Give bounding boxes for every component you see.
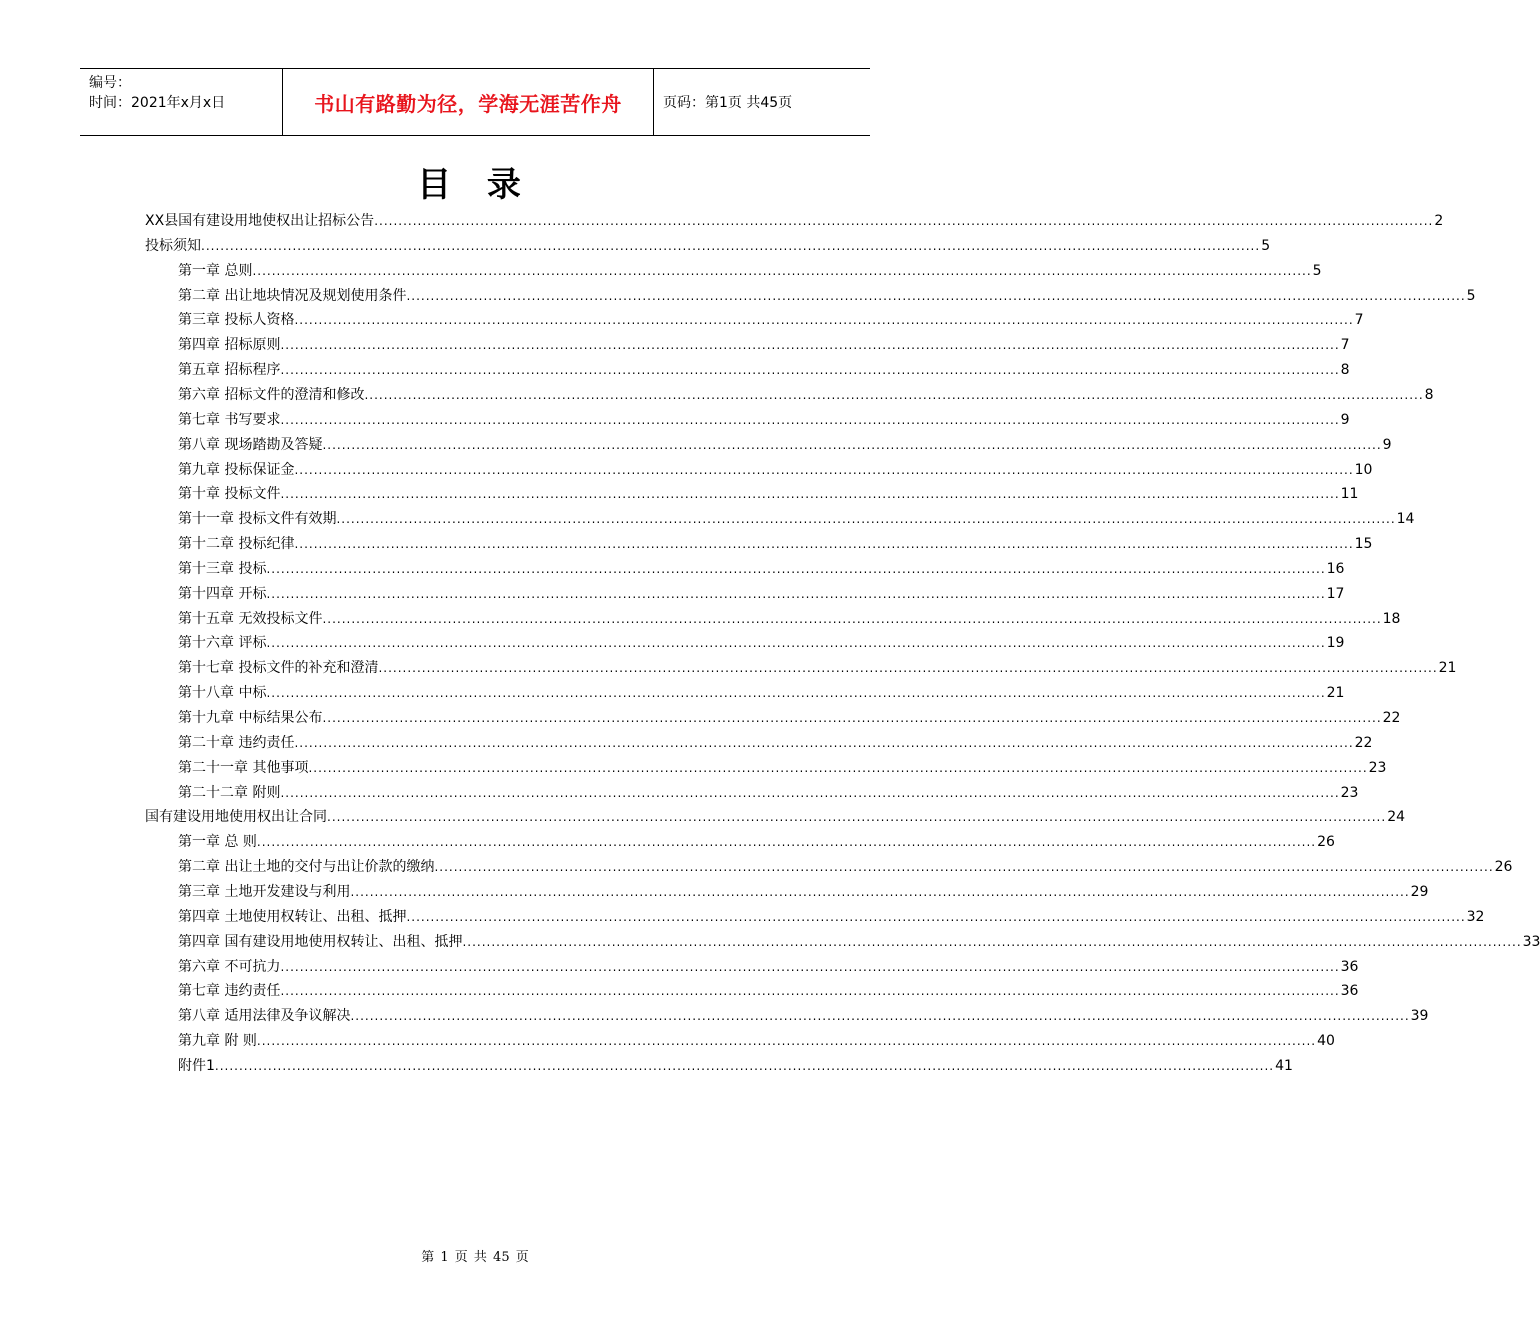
toc-dot-leader: ............................................................................................................................................................................................................................	[406, 909, 1466, 924]
toc-entry-page-number: 29	[1410, 883, 1429, 900]
toc-entry[interactable]	[145, 805, 1406, 829]
toc-entry-page-number: 14	[1396, 511, 1415, 528]
toc-dot-leader: ............................................................................................................................................................................................................................	[294, 735, 1354, 750]
toc-dot-leader: ............................................................................................................................................................................................................................	[322, 611, 1382, 626]
toc-dot-leader: ............................................................................................................................................................................................................................	[406, 288, 1466, 303]
toc-entry-page-number: 23	[1368, 759, 1387, 776]
toc-entry[interactable]	[178, 781, 1359, 805]
toc-entry[interactable]	[178, 433, 1392, 457]
toc-dot-leader: ............................................................................................................................................................................................................................	[266, 561, 1326, 576]
toc-entry-title: 第四章 土地使用权转让、出租、抵押	[178, 908, 407, 925]
toc-entry[interactable]	[178, 905, 1485, 929]
toc-dot-leader: ............................................................................................................................................................................................................................	[256, 835, 1317, 850]
toc-entry-page-number: 7	[1354, 312, 1364, 329]
toc-entry-page-number: 23	[1340, 784, 1359, 801]
toc-entry-page-number: 5	[1312, 262, 1322, 279]
toc-entry-page-number: 26	[1317, 834, 1335, 851]
toc-dot-leader: ............................................................................................................................................................................................................................	[266, 686, 1326, 701]
header-motto: 书山有路勤为径，学海无涯苦作舟	[282, 69, 654, 135]
toc-entry-page-number: 8	[1340, 362, 1350, 379]
toc-dot-leader: ............................................................................................................................................................................................................................	[308, 760, 1368, 775]
toc-entry-title: 第五章 招标程序	[178, 362, 281, 379]
toc-entry[interactable]	[178, 1004, 1429, 1028]
toc-entry-page-number: 15	[1354, 536, 1373, 553]
toc-dot-leader: ............................................................................................................................................................................................................................	[280, 785, 1340, 800]
toc-dot-leader: ............................................................................................................................................................................................................................	[280, 412, 1340, 427]
toc-entry[interactable]	[178, 681, 1345, 705]
header-left-cell	[80, 69, 282, 135]
toc-entry-page-number: 36	[1340, 958, 1359, 975]
page-footer: 第 1 页 共 45 页	[421, 1250, 529, 1265]
toc-entry[interactable]	[178, 358, 1350, 382]
toc-entry-title: 第七章 违约责任	[178, 983, 281, 1000]
toc-entry-title: 第二章 出让土地的交付与出让价款的缴纳	[178, 859, 435, 876]
toc-entry[interactable]	[178, 408, 1350, 432]
toc-entry-page-number: 36	[1340, 983, 1359, 1000]
toc-entry-page-number: 5	[1261, 237, 1271, 254]
header-page-info: 页码：第1页 共45页	[663, 95, 793, 111]
toc-dot-leader: ............................................................................................................................................................................................................................	[322, 711, 1382, 725]
toc-entry-page-number: 2	[1434, 213, 1444, 229]
toc-entry-page-number: 7	[1340, 337, 1350, 354]
toc-entry-title: 第二十章 违约责任	[178, 734, 295, 751]
toc-entry[interactable]	[178, 706, 1401, 730]
toc-entry[interactable]	[178, 1054, 1293, 1078]
toc-entry[interactable]	[178, 631, 1345, 655]
toc-dot-leader: ............................................................................................................................................................................................................................	[462, 934, 1522, 949]
toc-entry-title: 国有建设用地使用权出让合同	[145, 809, 327, 826]
toc-entry-title: 投标须知	[145, 237, 201, 254]
toc-entry-page-number: 21	[1438, 660, 1457, 677]
toc-entry[interactable]	[178, 284, 1476, 308]
toc-dot-leader: ............................................................................................................................................................................................................................	[280, 487, 1340, 502]
toc-dot-leader: ............................................................................................................................................................................................................................	[378, 661, 1438, 676]
header-table	[80, 68, 870, 136]
document-time-label: 时间：2021年x月x日	[89, 95, 226, 111]
toc-entry-title: 第六章 不可抗力	[178, 958, 281, 975]
toc-dot-leader: ............................................................................................................................................................................................................................	[434, 860, 1494, 875]
toc-entry-title: 第八章 现场踏勘及答疑	[178, 436, 323, 453]
toc-entry-title: XX县国有建设用地使权出让招标公告	[145, 213, 375, 229]
toc-entry[interactable]	[178, 880, 1429, 904]
toc-dot-leader: ............................................................................................................................................................................................................................	[280, 959, 1340, 974]
toc-dot-leader: ............................................................................................................................................................................................................................	[294, 313, 1354, 328]
toc-entry[interactable]	[178, 458, 1373, 482]
toc-entry[interactable]	[178, 607, 1401, 631]
toc-entry-title: 第十章 投标文件	[178, 486, 281, 503]
toc-dot-leader: ............................................................................................................................................................................................................................	[266, 636, 1326, 651]
toc-entry-title: 第十四章 开标	[178, 585, 267, 602]
toc-dot-leader: ............................................................................................................................................................................................................................	[294, 537, 1354, 552]
toc-entry-title: 第三章 土地开发建设与利用	[178, 883, 351, 900]
toc-dot-leader: ............................................................................................................................................................................................................................	[280, 338, 1340, 353]
toc-entry[interactable]	[178, 482, 1359, 506]
toc-dot-leader: ............................................................................................................................................................................................................................	[364, 387, 1424, 402]
toc-dot-leader: ............................................................................................................................................................................................................................	[252, 263, 1312, 278]
toc-entry[interactable]	[178, 830, 1335, 854]
document-number-label: 编号：	[89, 75, 131, 91]
toc-dot-leader: ............................................................................................................................................................................................................................	[327, 810, 1387, 825]
toc-entry-page-number: 11	[1340, 486, 1359, 503]
toc-entry-title: 第十二章 投标纪律	[178, 536, 295, 553]
toc-entry-title: 第十六章 评标	[178, 635, 267, 652]
toc-entry[interactable]	[178, 930, 1540, 954]
toc-entry-title: 附件1	[178, 1057, 215, 1074]
toc-entry-title: 第六章 招标文件的澄清和修改	[178, 386, 365, 403]
toc-entry-page-number: 8	[1424, 386, 1434, 403]
toc-dot-leader: ............................................................................................................................................................................................................................	[266, 586, 1326, 601]
toc-entry-page-number: 21	[1326, 685, 1345, 702]
toc-entry[interactable]	[178, 656, 1457, 680]
toc-entry-page-number: 22	[1382, 710, 1401, 726]
toc-entry[interactable]	[178, 507, 1415, 531]
toc-entry-title: 第二章 出让地块情况及规划使用条件	[178, 287, 407, 304]
toc-dot-leader: ............................................................................................................................................................................................................................	[374, 214, 1434, 228]
toc-dot-leader: ............................................................................................................................................................................................................................	[336, 512, 1396, 527]
toc-entry[interactable]	[178, 955, 1359, 979]
toc-entry-title: 第四章 国有建设用地使用权转让、出租、抵押	[178, 933, 463, 950]
toc-entry[interactable]	[178, 582, 1345, 606]
toc-dot-leader: ............................................................................................................................................................................................................................	[322, 437, 1382, 452]
toc-entry-title: 第七章 书写要求	[178, 411, 281, 428]
toc-entry-title: 第四章 招标原则	[178, 337, 281, 354]
toc-entry[interactable]	[178, 383, 1434, 407]
toc-entry-title: 第十五章 无效投标文件	[178, 610, 323, 627]
toc-entry-title: 第一章 总 则	[178, 834, 257, 851]
toc-entry-page-number: 39	[1410, 1008, 1429, 1025]
toc-entry[interactable]	[178, 1029, 1335, 1053]
toc-entry-page-number: 18	[1382, 610, 1401, 627]
toc-entry[interactable]	[178, 308, 1364, 332]
toc-dot-leader: ............................................................................................................................................................................................................................	[294, 462, 1354, 477]
toc-entry-page-number: 17	[1326, 585, 1345, 602]
toc-entry-page-number: 5	[1466, 287, 1476, 304]
toc-entry[interactable]	[178, 756, 1387, 780]
toc-entry-title: 第九章 投标保证金	[178, 461, 295, 478]
toc-dot-leader: ............................................................................................................................................................................................................................	[201, 238, 1261, 253]
toc-entry-title: 第十三章 投标	[178, 560, 267, 577]
toc-entry-page-number: 24	[1387, 809, 1406, 826]
toc-entry-title: 第十八章 中标	[178, 685, 267, 702]
toc-entry[interactable]	[145, 234, 1271, 258]
toc-entry[interactable]	[178, 855, 1513, 879]
toc-entry[interactable]	[178, 259, 1322, 283]
toc-entry[interactable]	[178, 731, 1373, 755]
toc-entry-title: 第八章 适用法律及争议解决	[178, 1008, 351, 1025]
toc-entry-title: 第二十一章 其他事项	[178, 759, 309, 776]
toc-entry-title: 第一章 总则	[178, 262, 253, 279]
toc-dot-leader: ............................................................................................................................................................................................................................	[350, 1009, 1410, 1024]
toc-entry-page-number: 32	[1466, 908, 1485, 925]
toc-dot-leader: ............................................................................................................................................................................................................................	[350, 884, 1410, 899]
toc-entry-title: 第九章 附 则	[178, 1033, 257, 1050]
toc-dot-leader: ............................................................................................................................................................................................................................	[280, 363, 1340, 378]
toc-entry-title: 第三章 投标人资格	[178, 312, 295, 329]
toc-entry[interactable]	[178, 979, 1359, 1003]
toc-entry-page-number: 9	[1340, 411, 1350, 428]
toc-entry-page-number: 16	[1326, 560, 1345, 577]
toc-entry-title: 第十九章 中标结果公布	[178, 710, 323, 726]
toc-entry-page-number: 26	[1494, 859, 1513, 876]
toc-dot-leader: ............................................................................................................................................................................................................................	[256, 1034, 1317, 1049]
toc-entry-title: 第十七章 投标文件的补充和澄清	[178, 660, 379, 677]
toc-entry-title: 第十一章 投标文件有效期	[178, 511, 337, 528]
toc-entry-page-number: 33	[1522, 933, 1540, 950]
toc-entry[interactable]	[178, 532, 1373, 556]
toc-entry[interactable]	[178, 557, 1345, 581]
toc-title: 目 录	[417, 165, 533, 205]
toc-entry-title: 第二十二章 附则	[178, 784, 281, 801]
toc-dot-leader: ............................................................................................................................................................................................................................	[280, 984, 1340, 999]
toc-dot-leader: ............................................................................................................................................................................................................................	[214, 1058, 1275, 1073]
toc-entry-page-number: 9	[1382, 436, 1392, 453]
toc-entry-page-number: 41	[1275, 1057, 1293, 1074]
toc-entry[interactable]	[145, 209, 1444, 233]
toc-entry[interactable]	[178, 333, 1350, 357]
toc-entry-page-number: 22	[1354, 734, 1373, 751]
toc-entry-page-number: 19	[1326, 635, 1345, 652]
toc-entry-page-number: 40	[1317, 1033, 1335, 1050]
toc-entry-page-number: 10	[1354, 461, 1373, 478]
